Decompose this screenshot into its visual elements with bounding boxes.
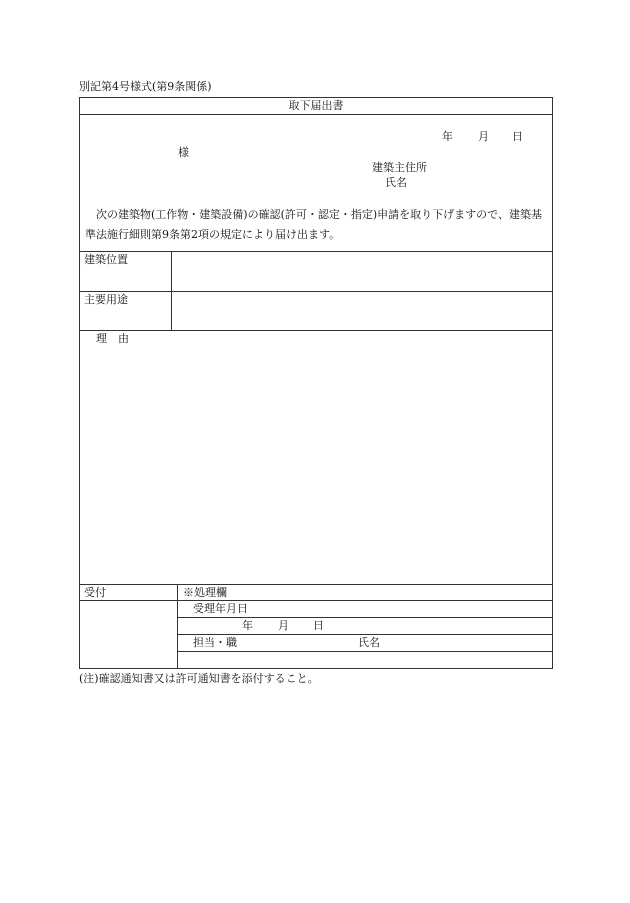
staff-label: 担当・職 (193, 636, 237, 649)
applicant-address-label: 建築主住所 (372, 161, 427, 174)
date-year-label: 年 (442, 130, 453, 143)
date-month-label: 月 (478, 130, 489, 143)
divider-location-top (79, 251, 553, 252)
office-date-day: 日 (313, 619, 324, 632)
divider-office-column (177, 584, 178, 669)
usage-label: 主要用途 (84, 293, 128, 306)
divider-reception (79, 600, 553, 601)
divider-reason-top (79, 330, 553, 331)
divider-usage-top (79, 291, 553, 292)
applicant-name-label: 氏名 (385, 176, 407, 189)
divider-title (79, 114, 553, 115)
processing-label: ※処理欄 (183, 586, 227, 599)
divider-office-top (79, 584, 553, 585)
form-title: 取下届出書 (288, 99, 344, 112)
form-header: 別記第4号様式(第9条関係) (79, 80, 212, 93)
footnote: (注)確認通知書又は許可通知書を添付すること。 (79, 672, 319, 685)
addressee-suffix: 様 (178, 146, 189, 159)
divider-staff (177, 651, 553, 652)
divider-field-column (171, 251, 172, 331)
divider-received (177, 617, 553, 618)
office-date-month: 月 (278, 619, 289, 632)
divider-date (177, 634, 553, 635)
location-label: 建築位置 (84, 253, 128, 266)
received-date-label: 受理年月日 (193, 602, 248, 615)
reason-label: 理 由 (96, 332, 129, 345)
statement-paragraph: 次の建築物(工作物・建築設備)の確認(許可・認定・指定)申請を取り下げますので、建築基準法施行細則第9条第2項の規定により届け出ます。 (85, 208, 542, 241)
date-day-label: 日 (512, 130, 523, 143)
office-date-year: 年 (242, 619, 253, 632)
reception-label: 受付 (84, 586, 106, 599)
staff-name-label: 氏名 (358, 636, 380, 649)
